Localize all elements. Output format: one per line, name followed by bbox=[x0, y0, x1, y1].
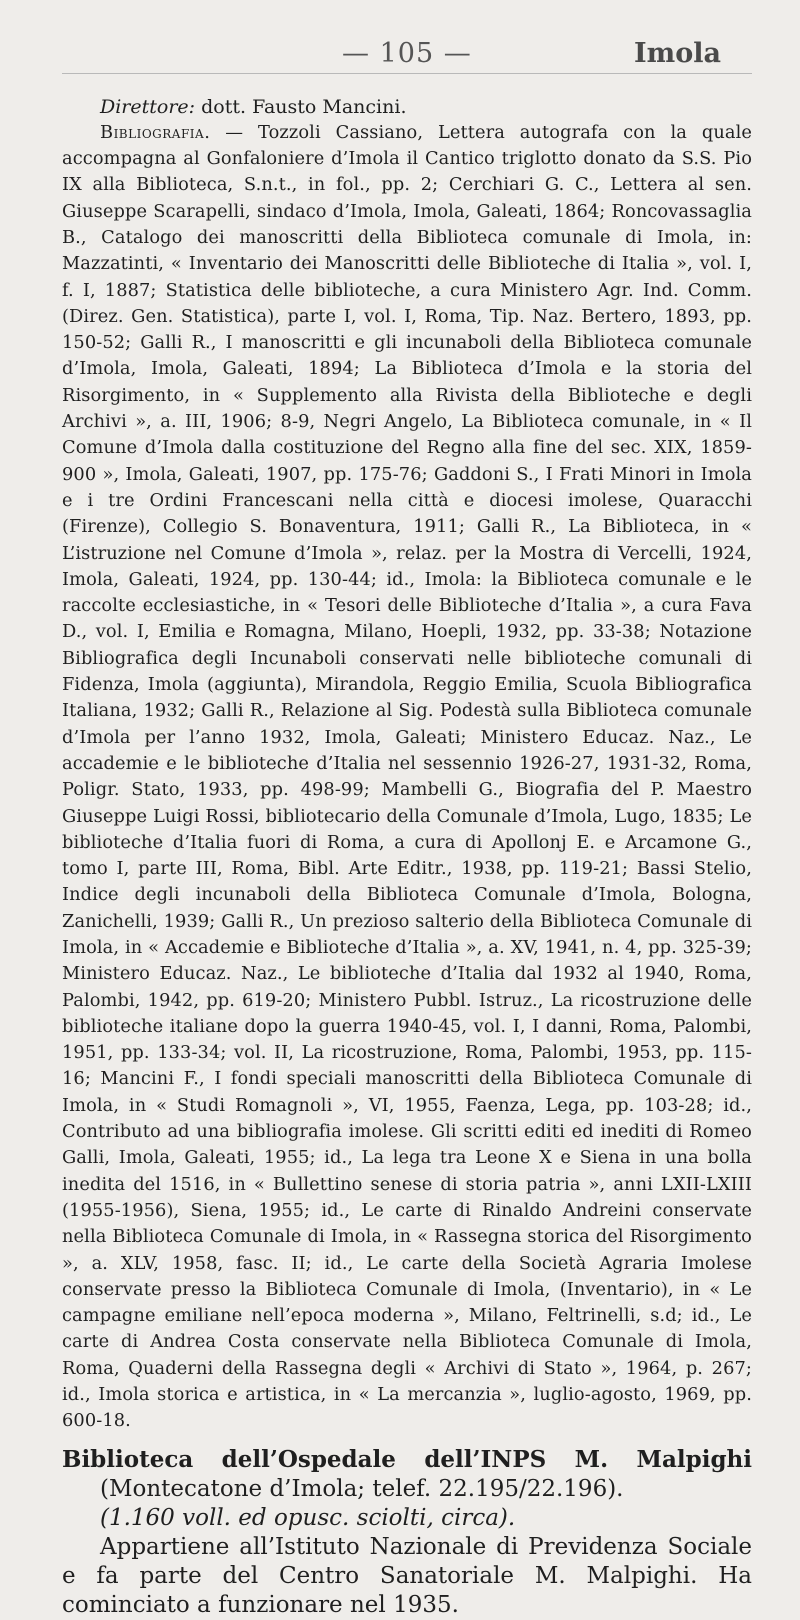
library-location: (Montecatone d’Imola; telef. 22.195/22.196). bbox=[100, 1475, 624, 1502]
director-name: dott. Fausto Mancini. bbox=[195, 96, 407, 118]
page-header bbox=[0, 0, 800, 78]
header-rule bbox=[62, 73, 752, 74]
running-title: Imola bbox=[634, 38, 721, 69]
director-line bbox=[100, 96, 752, 120]
page-number: — 105 — bbox=[342, 38, 472, 69]
bibliography-paragraph bbox=[62, 120, 752, 1435]
bibliography-label: Bibliografia. bbox=[100, 121, 211, 143]
library-entry-heading bbox=[62, 1445, 752, 1504]
library-volumes: (1.160 voll. ed opusc. sciolti, circa). bbox=[100, 1504, 516, 1531]
director-label: Direttore: bbox=[100, 96, 196, 118]
library-description: Appartiene all’Istituto Nazionale di Previdenza Sociale e fa parte del Centro Sanatoriale M. Malpighi. Ha cominciato a funzionare nel 1935. bbox=[62, 1533, 752, 1618]
page-body bbox=[62, 96, 752, 1620]
bibliography-text: — Tozzoli Cassiano, Lettera autografa con la quale accompagna al Gonfaloniere d’Imola il Cantico triglotto donato da S.S. Pio IX alla Biblioteca, S.n.t., in fol., pp. 2; Cerchiari G. C., Lettera al sen. Giuseppe Scarapelli, sindaco d’Imola, Imola, Galeati, 1864; Roncovassaglia B., Catalogo dei manoscritti della Biblioteca comunale di Imola, in: Mazzatinti, « Inventario dei Manoscritti delle Biblioteche di Italia », vol. I, f. I, 1887; Statistica delle biblioteche, a cura Ministero Agr. Ind. Comm. (Direz. Gen. Statistica), parte I, vol. I, Roma, Tip. Naz. Bertero, 1893, pp. 150-52; Galli R., I manoscritti e gli incunaboli della Biblioteca comunale d’Imola, Imola, Galeati, 1894; La Biblioteca d’Imola e la storia del Risorgimento, in « Supplemento alla Rivista della Biblioteche e degli Archivi », a. III, 1906; 8-9, Negri Angelo, La Biblioteca comunale, in « Il Comune d’Imola dalla costituzione del Regno alla fine del sec. XIX, 1859-900 », Imola, Galeati, 1907, pp. 175-76; Gaddoni S., I Frati Minori in Imola e i tre Ordini Francescani nella città e diocesi imolese, Quaracchi (Firenze), Collegio S. Bonaventura, 1911; Galli R., La Biblioteca, in « L’istruzione nel Comune d’Imola », relaz. per la Mostra di Vercelli, 1924, Imola, Galeati, 1924, pp. 130-44; id., Imola: la Biblioteca comunale e le raccolte ecclesiastiche, in « Tesori delle Biblioteche d’Italia », a cura Fava D., vol. I, Emilia e Romagna, Milano, Hoepli, 1932, pp. 33-38; Notazione Bibliografica degli Incunaboli conservati nelle biblioteche comunali di Fidenza, Imola (aggiunta), Mirandola, Reggio Emilia, Scuola Bibliografica Italiana, 1932; Galli R., Relazione al Sig. Podestà sulla Biblioteca comunale d’Imola per l’anno 1932, Imola, Galeati; Ministero Educaz. Naz., Le accademie e le biblioteche d’Italia nel sessennio 1926-27, 1931-32, Roma, Poligr. Stato, 1933, pp. 498-99; Mambelli G., Biografia del P. Maestro Giuseppe Luigi Rossi, bibliotecario della Comunale d’Imola, Lugo, 1835; Le biblioteche d’Italia fuori di Roma, a cura di Apollonj E. e Arcamone G., tomo I, parte III, Roma, Bibl. Arte Editr., 1938, pp. 119-21; Bassi Stelio, Indice degli incunaboli della Biblioteca Comunale d’Imola, Bologna, Zanichelli, 1939; Galli R., Un prezioso salterio della Biblioteca Comunale di Imola, in « Accademie e Biblioteche d’Italia », a. XV, 1941, n. 4, pp. 325-39; Ministero Educaz. Naz., Le biblioteche d’Italia dal 1932 al 1940, Roma, Palombi, 1942, pp. 619-20; Ministero Pubbl. Istruz., La ricostruzione delle biblioteche italiane dopo la guerra 1940-45, vol. I, I danni, Roma, Palombi, 1951, pp. 133-34; vol. II, La ricostruzione, Roma, Palombi, 1953, pp. 115-16; Mancini F., I fondi speciali manoscritti della Biblioteca Comunale di Imola, in « Studi Romagnoli », VI, 1955, Faenza, Lega, pp. 103-28; id., Contributo ad una bibliografia imolese. Gli scritti editi ed inediti di Romeo Galli, Imola, Galeati, 1955; id., La lega tra Leone X e Siena in una bolla inedita del 1516, in « Bullettino senese di storia patria », anni LXII-LXIII (1955-1956), Siena, 1955; id., Le carte di Rinaldo Andreini conservate nella Biblioteca Comunale di Imola, in « Rassegna storica del Risorgimento », a. XLV, 1958, fasc. II; id., Le carte della Società Agraria Imolese conservate presso la Biblioteca Comunale di Imola, (Inventario), in « Le campagne emiliane nell’epoca moderna », Milano, Feltrinelli, s.d; id., Le carte di Andrea Costa conservate nella Biblioteca Comunale di Imola, Roma, Quaderni della Rassegna degli « Archivi di Stato », 1964, p. 267; id., Imola storica e artistica, in « La mercanzia », luglio-agosto, 1969, pp. 600-18. bbox=[62, 121, 752, 1432]
library-name: Biblioteca dell’Ospedale dell’INPS M. Malpighi bbox=[62, 1445, 752, 1473]
